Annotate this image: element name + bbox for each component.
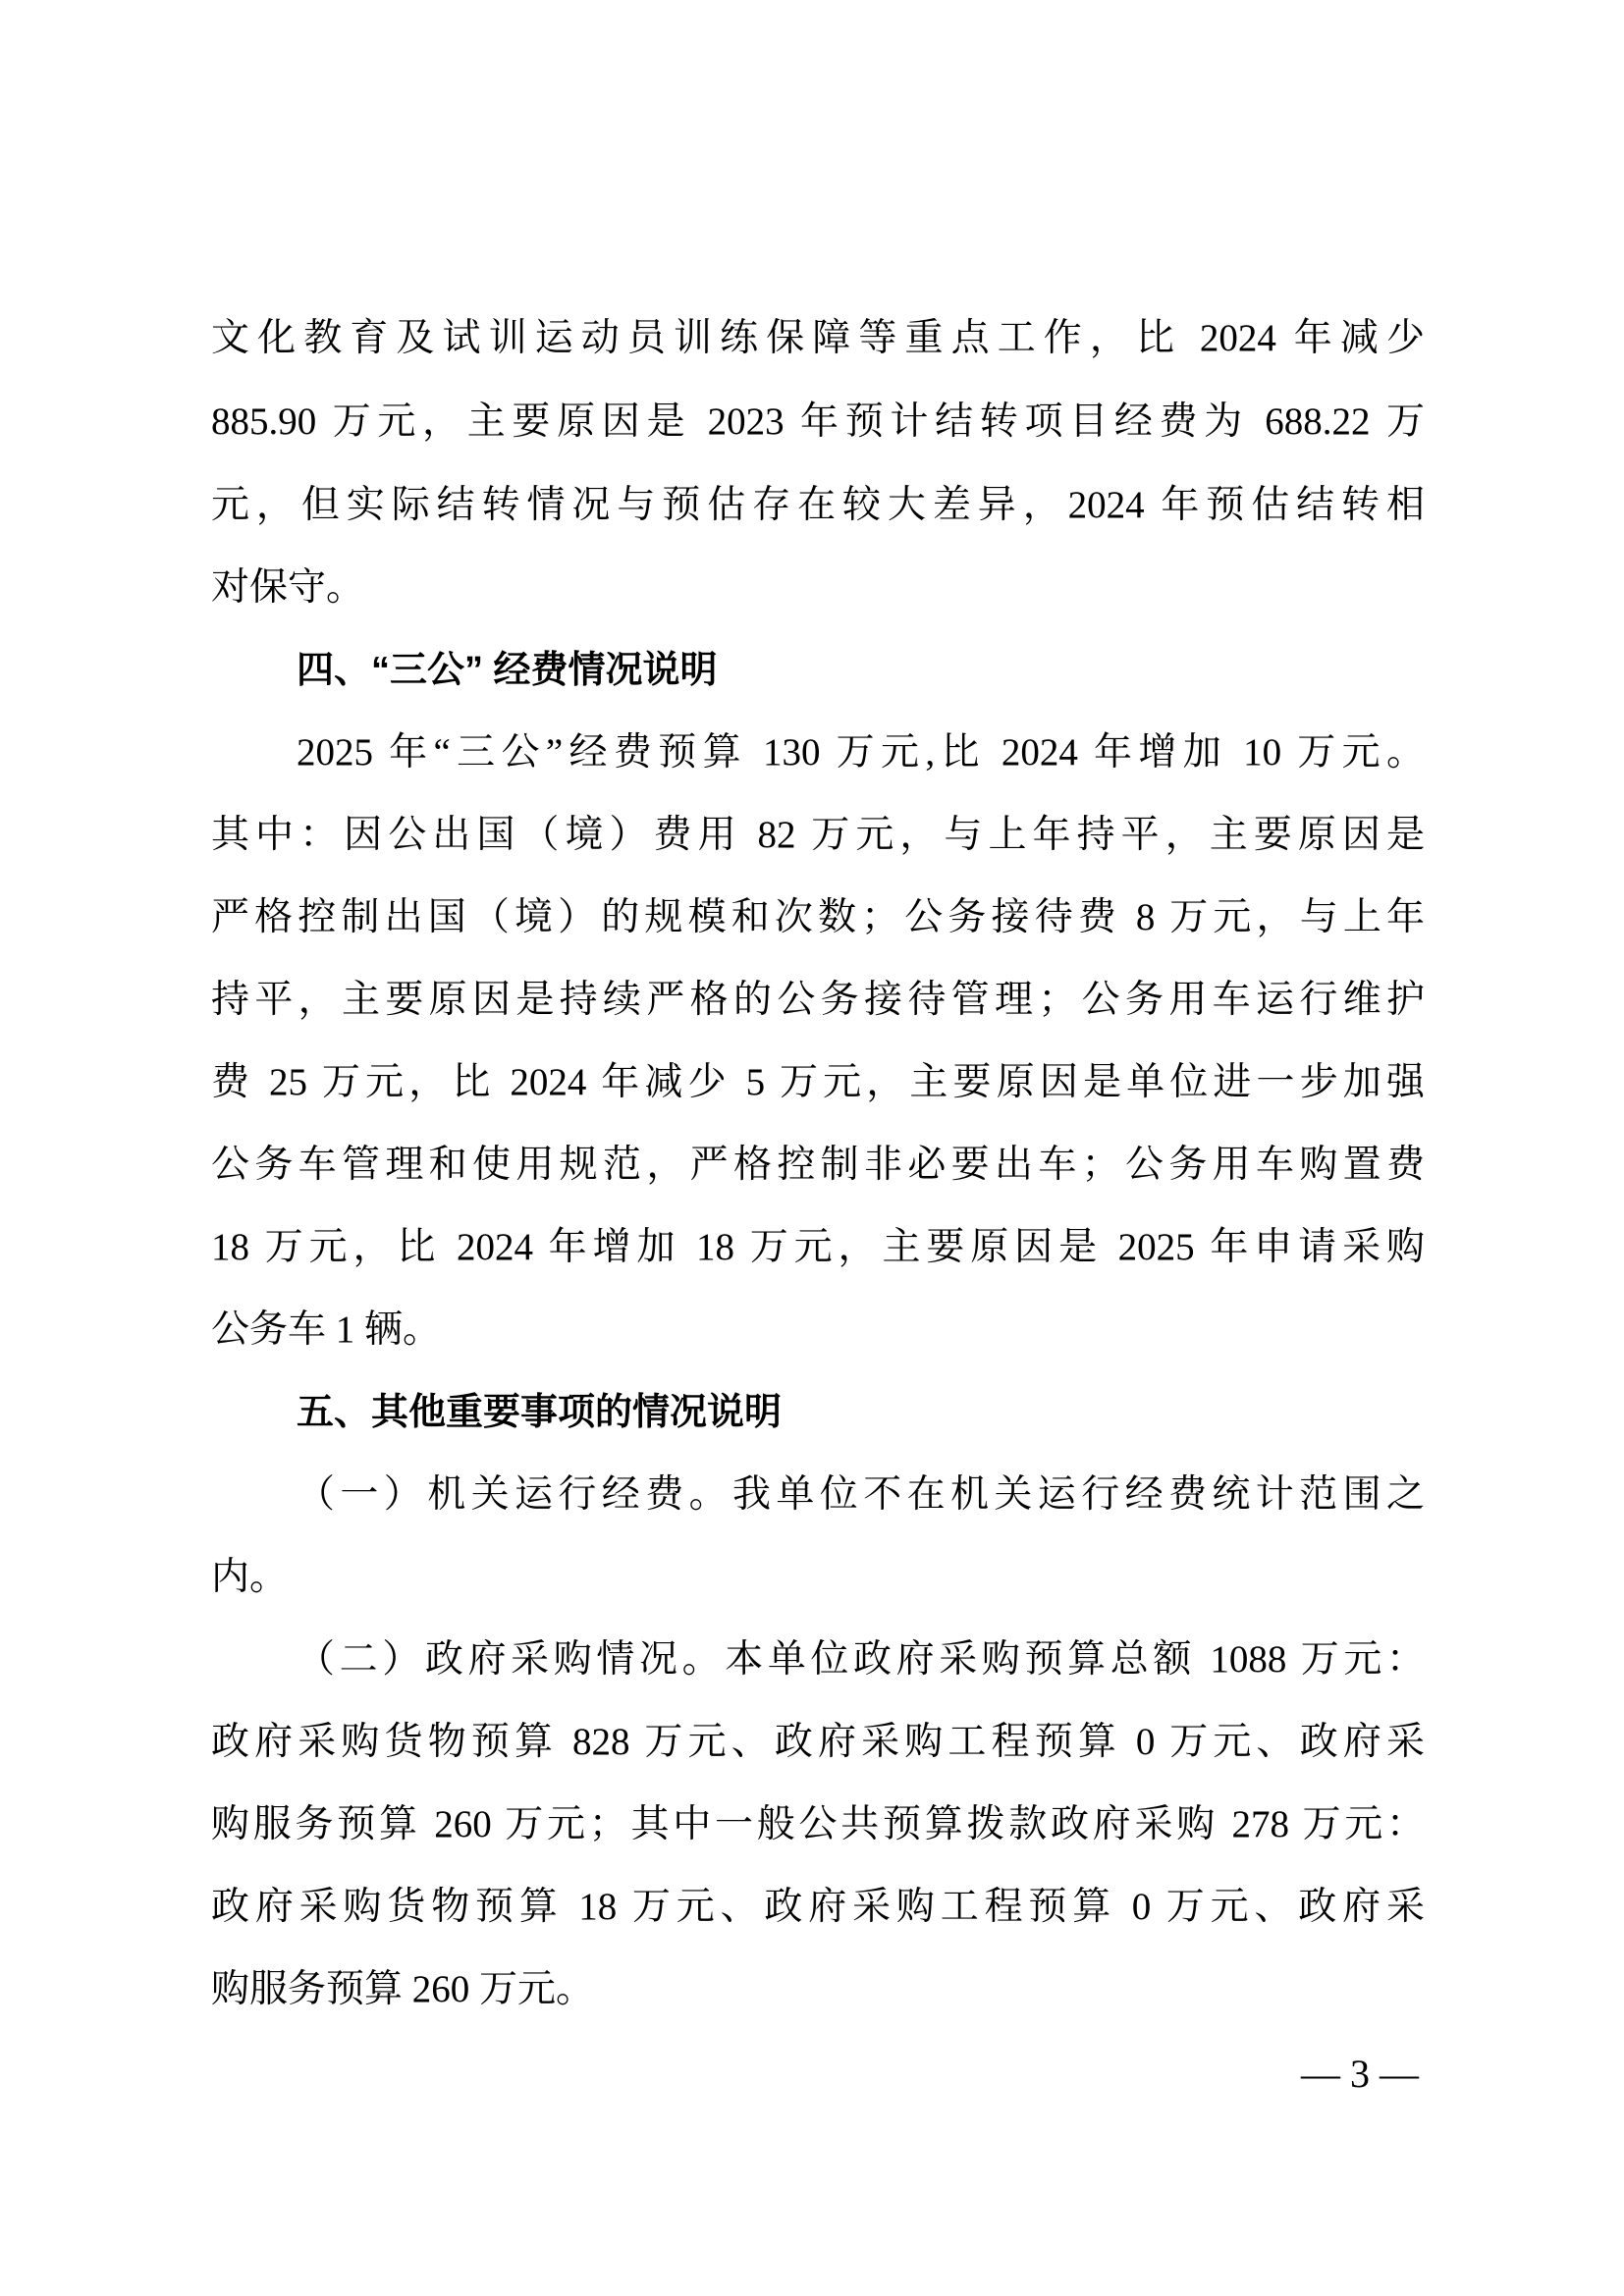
body-text-line: 公务车管理和使用规范，严格控制非必要出车；公务用车购置费 [211,1144,1425,1186]
body-text-line: 18 万元，比 2024 年增加 18 万元，主要原因是 2025 年申请采购 [211,1226,1425,1268]
body-text-line: 政府采购货物预算 828 万元、政府采购工程预算 0 万元、政府采 [211,1721,1425,1763]
section-heading-other-matters: 五、其他重要事项的情况说明 [297,1392,783,1433]
body-text-line: 购服务预算 260 万元。 [211,1968,595,2010]
body-text-line: 费 25 万元，比 2024 年减少 5 万元，主要原因是单位进一步加强 [211,1061,1425,1103]
body-text-line: 政府采购货物预算 18 万元、政府采购工程预算 0 万元、政府采 [211,1886,1425,1928]
body-text-line: 元，但实际结转情况与预估存在较大差异，2024 年预估结转相 [211,484,1425,526]
body-text-line: 其中：因公出国（境）费用 82 万元，与上年持平，主要原因是 [211,814,1425,856]
body-text-line: 2025 年“三公”经费预算 130 万元,比 2024 年增加 10 万元。 [297,731,1425,774]
body-text-line: 对保守。 [211,566,365,609]
body-text-line: 严格控制出国（境）的规模和次数；公务接待费 8 万元，与上年 [211,896,1425,938]
body-text-line: 内。 [211,1556,289,1598]
body-text-line: 持平，主要原因是持续严格的公务接待管理；公务用车运行维护 [211,979,1425,1021]
body-text-line: （二）政府采购情况。本单位政府采购预算总额 1088 万元： [297,1638,1425,1681]
body-text-line: 文化教育及试训运动员训练保障等重点工作，比 2024 年减少 [211,317,1425,359]
body-text-line: （一）机关运行经费。我单位不在机关运行经费统计范围之 [297,1473,1425,1516]
body-text-line: 公务车 1 辆。 [211,1308,442,1351]
body-text-line: 885.90 万元，主要原因是 2023 年预计结转项目经费为 688.22 万 [211,400,1425,443]
body-text-line: 购服务预算 260 万元；其中一般公共预算拨款政府采购 278 万元： [211,1803,1425,1845]
page-number: — 3 — [1301,2052,1419,2096]
section-heading-san-gong: 四、“三公” 经费情况说明 [297,650,718,691]
